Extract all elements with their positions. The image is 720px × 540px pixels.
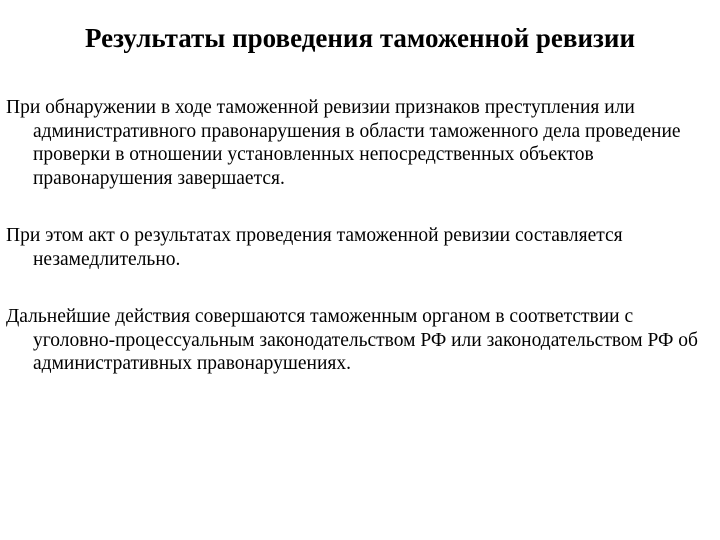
- paragraph-2: При этом акт о результатах проведения таможенной ревизии составляется незамедлительно.: [6, 225, 623, 270]
- slide-body: [6, 96, 714, 376]
- slide-title: Результаты проведения таможенной ревизии: [84, 23, 636, 53]
- paragraph-3: Дальнейшие действия совершаются таможенным органом в соответствии с уголовно-процессуальным законодательством РФ или законодательством РФ об административных правонарушениях.: [6, 306, 698, 374]
- paragraph-1: При обнаружении в ходе таможенной ревизии признаков преступления или административного правонарушения в области таможенного дела проведение проверки в отношении установленных непосредственных объектов правонарушения завершается.: [6, 97, 681, 189]
